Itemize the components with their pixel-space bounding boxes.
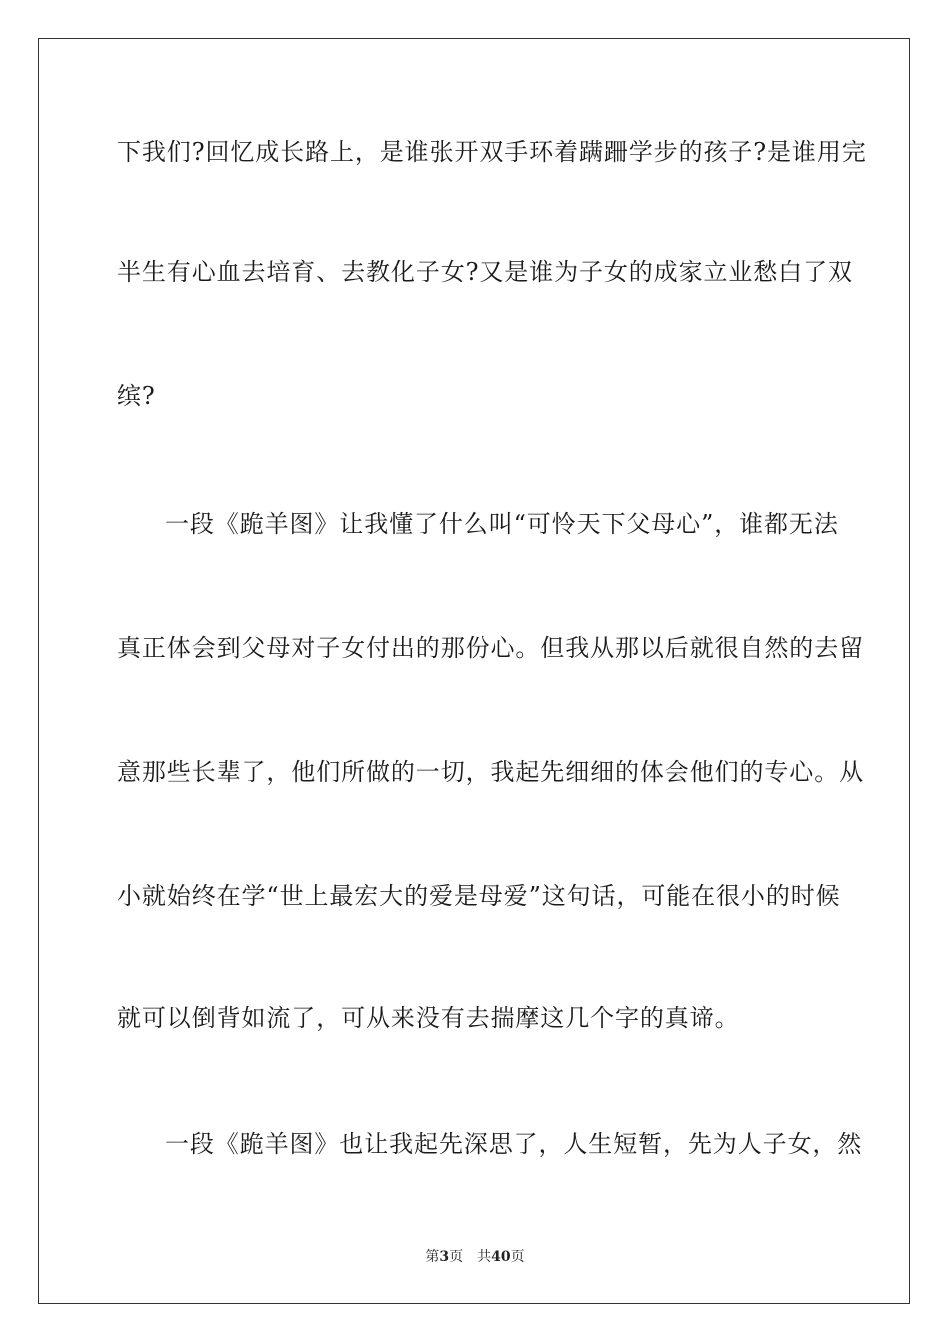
current-page-number: 3 (439, 1249, 450, 1265)
text-line: 缤? (117, 382, 156, 410)
paragraph-start-line: 一段《跪羊图》也让我起先深思了，人生短暂，先为人子女，然 (165, 1130, 863, 1158)
total-prefix: 共 (477, 1249, 492, 1265)
total-page-count: 40 (491, 1249, 511, 1265)
text-line: 就可以倒背如流了，可从来没有去揣摩这几个字的真谛。 (117, 1004, 740, 1032)
text-line: 真正体会到父母对子女付出的那份心。但我从那以后就很自然的去留 (117, 634, 864, 662)
page-number-footer (0, 1248, 950, 1266)
page-border (38, 38, 910, 1304)
text-line: 小就始终在学“世上最宏大的爱是母爱”这句话，可能在很小的时候 (117, 882, 841, 910)
paragraph-start-line: 一段《跪羊图》让我懂了什么叫“可怜天下父母心”，谁都无法 (165, 510, 839, 538)
page-suffix: 页 (449, 1249, 464, 1265)
text-line: 半生有心血去培育、去教化子女?又是谁为子女的成家立业愁白了双 (117, 258, 853, 286)
page-prefix: 第 (425, 1249, 440, 1265)
text-line: 意那些长辈了，他们所做的一切，我起先细细的体会他们的专心。从 (117, 758, 864, 786)
text-line: 下我们?回忆成长路上，是谁张开双手环着蹒跚学步的孩子?是谁用完 (117, 138, 867, 166)
total-suffix: 页 (510, 1249, 525, 1265)
